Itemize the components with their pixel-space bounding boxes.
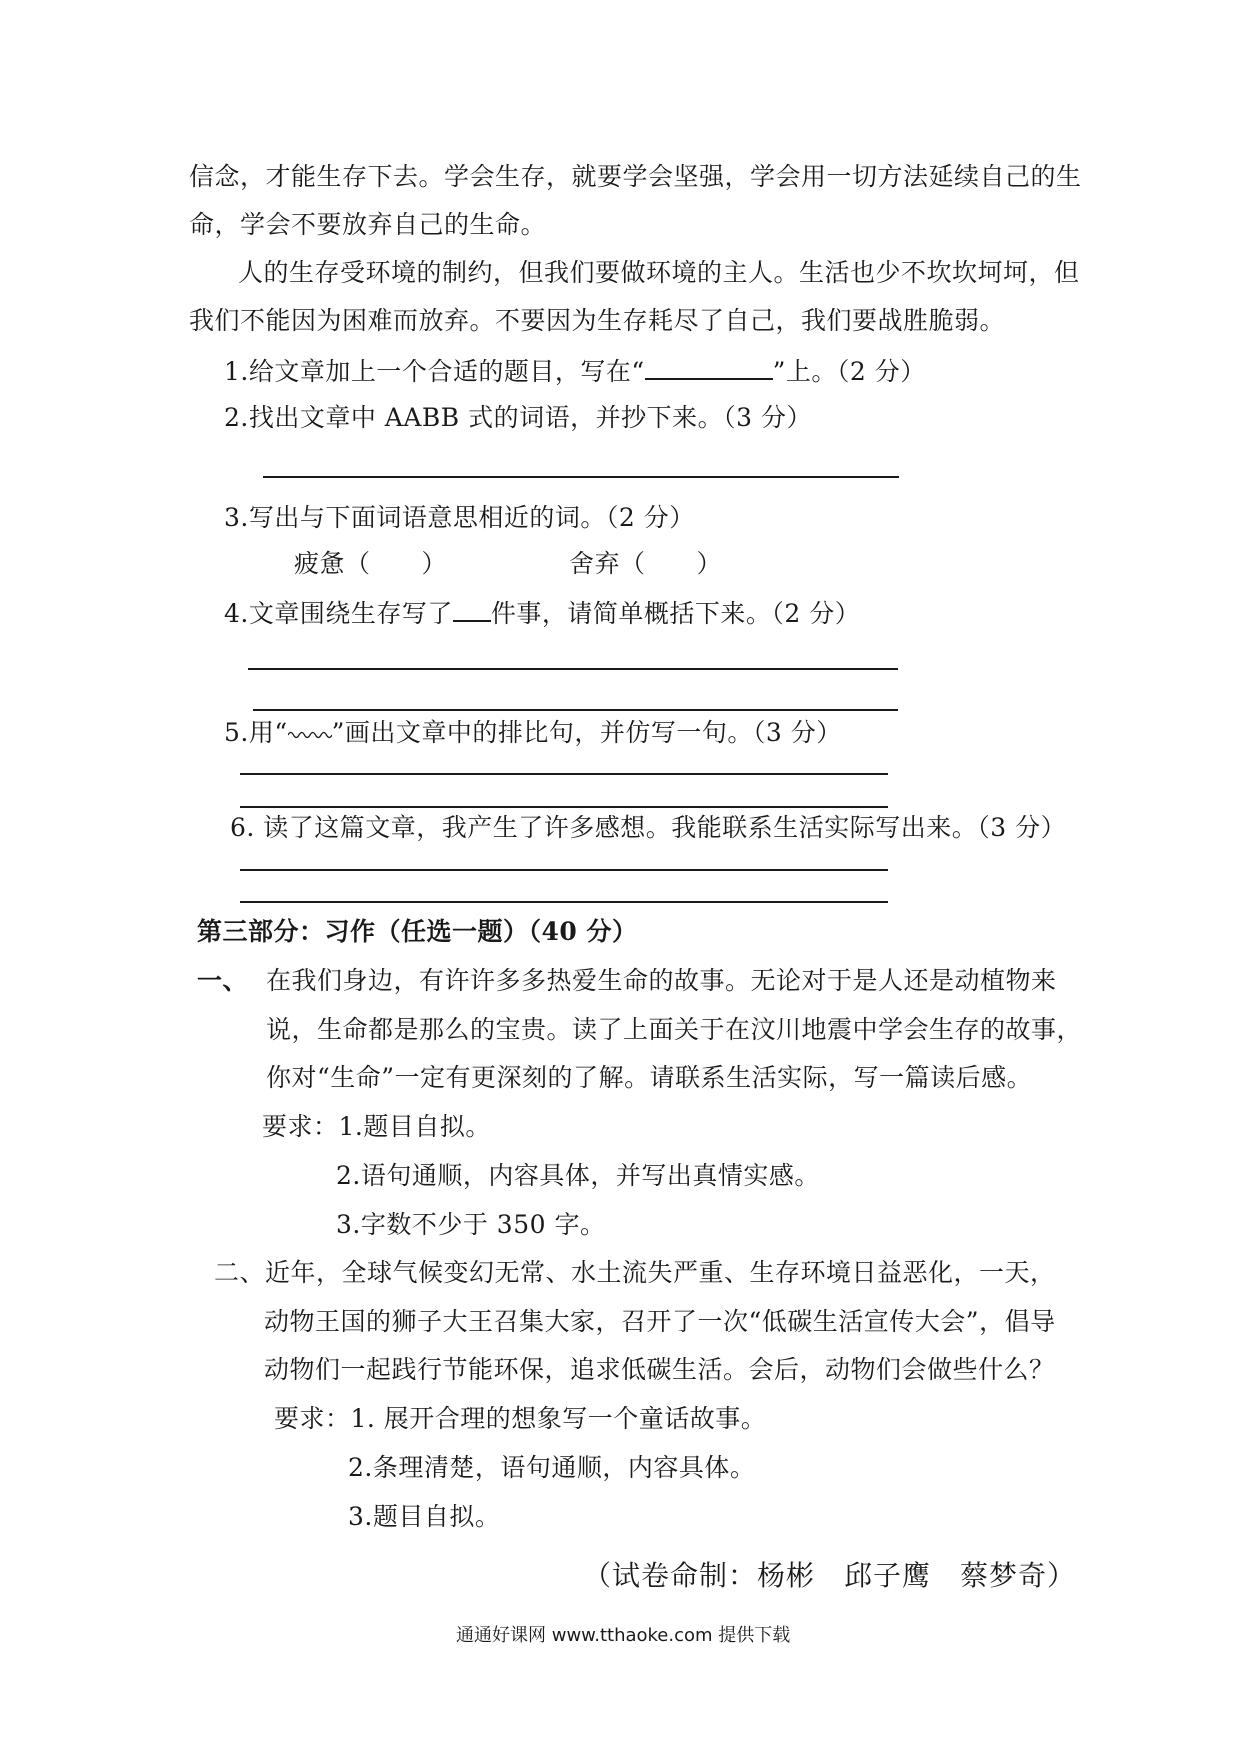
question-4-prefix: 4.文章围绕生存写了 — [224, 599, 453, 628]
question-5 — [224, 718, 842, 748]
answer-line-q5-1[interactable] — [240, 773, 888, 775]
question-4 — [224, 596, 860, 629]
answer-line-q5-2[interactable] — [240, 806, 888, 808]
synonym-item-1[interactable]: 疲惫（ ） — [294, 549, 448, 578]
question-2: 2.找出文章中 AABB 式的词语，并抄下来。（3 分） — [224, 403, 812, 432]
question-1-suffix: ”上。（2 分） — [772, 357, 926, 386]
option-1-requirement-3: 3.字数不少于 350 字。 — [336, 1210, 606, 1239]
option-1-line-1: 在我们身边，有许许多多热爱生命的故事。无论对于是人还是动植物来 — [266, 966, 1057, 995]
option-2-requirement-3: 3.题目自拟。 — [348, 1502, 501, 1531]
synonym-item-2[interactable]: 舍弃（ ） — [569, 549, 723, 578]
option-1-number: 一、 — [197, 966, 249, 995]
passage-line-3: 人的生存受环境的制约，但我们要做环境的主人。生活也少不坎坎坷坷，但 — [238, 258, 1080, 287]
option-2-requirement-1: 要求：1. 展开合理的想象写一个童话故事。 — [274, 1404, 767, 1433]
footer-download-note: 通通好课网 www.tthaoke.com 提供下载 — [456, 1625, 791, 1646]
answer-line-q6-2[interactable] — [240, 901, 888, 903]
passage-line-1: 信念，才能生存下去。学会生存，就要学会坚强，学会用一切方法延续自己的生 — [189, 162, 1082, 191]
passage-line-2: 命，学会不要放弃自己的生命。 — [189, 210, 547, 239]
part3-heading: 第三部分：习作（任选一题）（40 分） — [197, 917, 638, 946]
question-4-suffix: 件事，请简单概括下来。（2 分） — [490, 599, 861, 628]
answer-line-q2[interactable] — [263, 476, 899, 478]
answer-line-q4-1[interactable] — [248, 668, 898, 670]
option-1-requirement-1: 要求：1.题目自拟。 — [262, 1112, 491, 1141]
title-blank[interactable] — [645, 354, 773, 380]
question-1 — [224, 354, 926, 387]
exam-authors: （试卷命制：杨彬 邱子鹰 蔡梦奇） — [583, 1559, 1077, 1592]
question-1-prefix: 1.给文章加上一个合适的题目，写在“ — [224, 357, 645, 386]
option-2-line-1: 二、近年，全球气候变幻无常、水土流失严重、生存环境日益恶化，一天， — [214, 1258, 1056, 1287]
option-1-requirement-2: 2.语句通顺，内容具体，并写出真情实感。 — [336, 1161, 820, 1190]
wavy-underline-icon — [288, 729, 332, 739]
question-5-suffix: ”画出文章中的排比句，并仿写一句。（3 分） — [331, 718, 842, 747]
option-2-requirement-2: 2.条理清楚，语句通顺，内容具体。 — [348, 1453, 756, 1482]
answer-line-q6-1[interactable] — [240, 869, 888, 871]
count-blank[interactable] — [453, 596, 491, 622]
question-3: 3.写出与下面词语意思相近的词。（2 分） — [224, 503, 695, 532]
option-1-line-2: 说，生命都是那么的宝贵。读了上面关于在汶川地震中学会生存的故事， — [266, 1015, 1083, 1044]
option-2-line-2: 动物王国的狮子大王召集大家，召开了一次“低碳生活宣传大会”，倡导 — [264, 1307, 1056, 1336]
answer-line-q4-2[interactable] — [253, 709, 898, 711]
option-1-line-3: 你对“生命”一定有更深刻的了解。请联系生活实际，写一篇读后感。 — [266, 1063, 1033, 1092]
question-5-prefix: 5.用“ — [224, 718, 288, 747]
passage-line-4: 我们不能因为困难而放弃。不要因为生存耗尽了自己，我们要战胜脆弱。 — [189, 306, 1006, 335]
question-6: 6. 读了这篇文章，我产生了许多感想。我能联系生活实际写出来。（3 分） — [230, 813, 1067, 842]
option-2-line-3: 动物们一起践行节能环保，追求低碳生活。会后，动物们会做些什么？ — [264, 1355, 1055, 1384]
